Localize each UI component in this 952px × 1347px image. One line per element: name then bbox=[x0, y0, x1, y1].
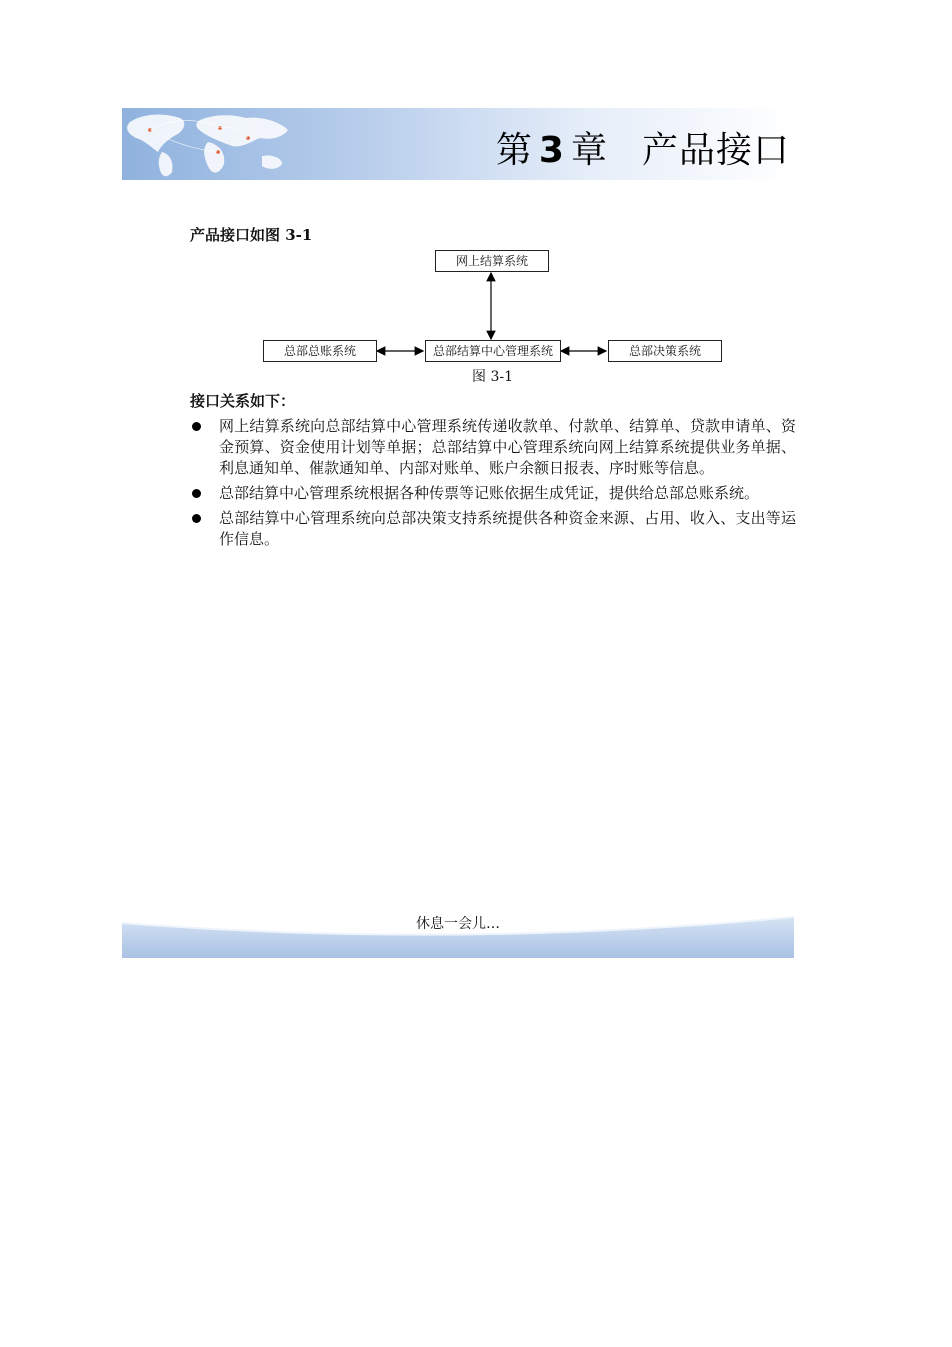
list-item-text: 总部结算中心管理系统根据各种传票等记账依据生成凭证，提供给总部总账系统。 bbox=[219, 484, 760, 502]
box-hq-ledger-system: 总部总账系统 bbox=[263, 340, 377, 362]
world-map-icon bbox=[122, 108, 302, 180]
bullet-icon bbox=[192, 514, 201, 523]
box-online-settlement-system: 网上结算系统 bbox=[435, 250, 549, 272]
bullet-icon bbox=[192, 422, 201, 431]
relations-list bbox=[190, 416, 796, 554]
footer-banner bbox=[122, 905, 794, 958]
bullet-icon bbox=[192, 489, 201, 498]
list-item bbox=[190, 416, 796, 479]
list-item bbox=[190, 508, 796, 550]
chapter-prefix: 第 bbox=[495, 130, 533, 171]
intro-text: 产品接口如图 3-1 bbox=[190, 226, 313, 244]
footer-text: 休息一会儿… bbox=[416, 916, 500, 932]
relations-heading: 接口关系如下： bbox=[190, 392, 296, 410]
list-item-text: 总部结算中心管理系统向总部决策支持系统提供各种资金来源、占用、收入、支出等运作信息。 bbox=[219, 509, 796, 548]
chapter-suffix: 章 bbox=[570, 130, 608, 171]
chapter-title bbox=[496, 122, 790, 173]
chapter-number: 3 bbox=[538, 130, 565, 171]
list-item bbox=[190, 483, 796, 504]
box-hq-settlement-center-system: 总部结算中心管理系统 bbox=[425, 340, 561, 362]
figure-caption: 图 3-1 bbox=[472, 369, 513, 385]
chapter-header-banner bbox=[122, 108, 794, 180]
box-hq-decision-system: 总部决策系统 bbox=[608, 340, 722, 362]
chapter-name: 产品接口 bbox=[641, 130, 790, 171]
list-item-text: 网上结算系统向总部结算中心管理系统传递收款单、付款单、结算单、贷款申请单、资金预算、资金使用计划等单据；总部结算中心管理系统向网上结算系统提供业务单据、利息通知单、催款通知单、内部对账单、账户余额日报表、序时账等信息。 bbox=[219, 417, 796, 477]
